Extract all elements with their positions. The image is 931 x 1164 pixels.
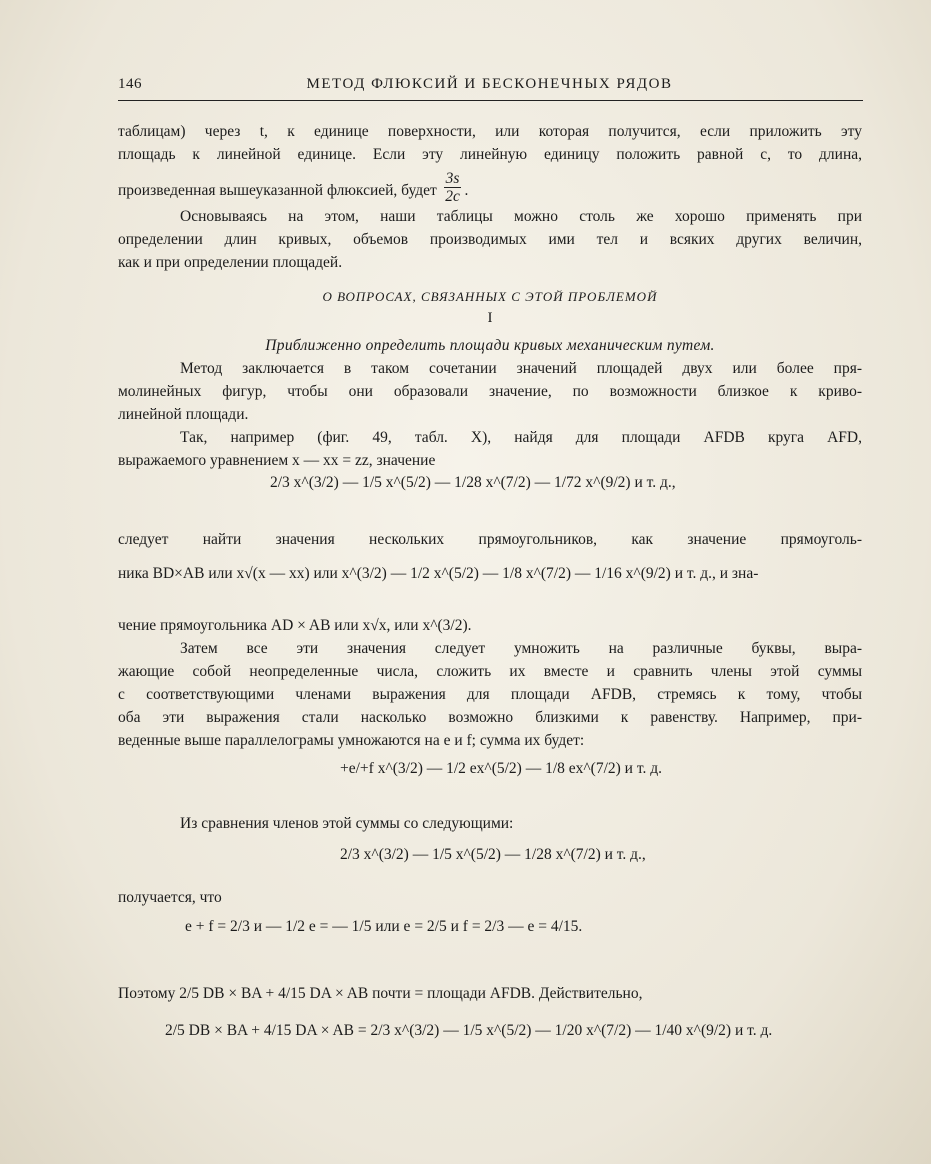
p3-line3: линейной площади. [118, 406, 249, 423]
coefficient-equations [185, 918, 582, 936]
p5-line1: следует найти значения нескольких прямоугольников, как значение прямоуголь- [118, 531, 862, 548]
p7-line: Из сравнения членов этой суммы со следующими: [180, 815, 514, 832]
section-heading: О ВОПРОСАХ, СВЯЗАННЫХ С ЭТОЙ ПРОБЛЕМОЙ [322, 289, 658, 304]
flux-fraction-den: 2c [445, 188, 460, 205]
p1-line2: площадь к линейной единице. Если эту линейную единицу положить равной c, то длина, [118, 146, 862, 163]
series-compare-text: 2/3 x^(3/2) — 1/5 x^(5/2) — 1/28 x^(7/2) и т. д., [340, 846, 646, 863]
series-area-formula [270, 474, 676, 492]
p1-line1: таблицам) через t, к единице поверхности, или которая получится, если приложить эту [118, 123, 862, 140]
final-formula [165, 1022, 772, 1040]
p8-line: получается, что [118, 889, 222, 906]
problem-number: I [487, 310, 493, 326]
sum-formula [340, 760, 662, 778]
p4-line1: Так, например (фиг. 49, табл. X), найдя для площади AFDB круга AFD, [180, 429, 862, 446]
flux-fraction [444, 170, 462, 205]
p6-line4: оба эти выражения стали насколько возможно близкими к равенству. Например, при- [118, 709, 862, 726]
running-header [118, 72, 861, 98]
series-area-text: 2/3 x^(3/2) — 1/5 x^(5/2) — 1/28 x^(7/2) — 1/72 x^(9/2) и т. д., [270, 474, 676, 491]
page-number: 146 [118, 76, 142, 92]
series-compare-formula [340, 846, 646, 864]
sum-formula-text: +e/+f x^(3/2) — 1/2 ex^(5/2) — 1/8 ex^(7/2) и т. д. [340, 760, 662, 777]
p2-line2: определении длин кривых, объемов производимых ими тел и всяких других величин, [118, 231, 862, 248]
p3-line2: молинейных фигур, чтобы они образовали значение, по возможности близкое к криво- [118, 383, 862, 400]
problem-title: Приближенно определить площади кривых механическим путем. [265, 337, 715, 354]
p4-line2: выражаемого уравнением x — xx = zz, значение [118, 452, 436, 469]
p1-line3-text: произведенная вышеуказанной флюксией, будет [118, 182, 437, 200]
running-title: МЕТОД ФЛЮКСИЙ И БЕСКОНЕЧНЫХ РЯДОВ [306, 76, 673, 92]
p2-line3: как и при определении площадей. [118, 254, 343, 271]
final-formula-text: 2/5 DB × BA + 4/15 DA × AB = 2/3 x^(3/2) — 1/5 x^(5/2) — 1/20 x^(7/2) — 1/40 x^(9/2) и т. д. [165, 1022, 773, 1039]
p9-line: Поэтому 2/5 DB × BA + 4/15 DA × AB почти = площади AFDB. Действительно, [118, 985, 643, 1002]
p2-line1: Основываясь на этом, наши таблицы можно столь же хорошо применять при [180, 208, 862, 225]
p6-line2: жающие собой неопределенные числа, сложить их вместе и сравнить члены этой суммы [118, 663, 862, 680]
p1-period: . [464, 182, 469, 200]
header-rule [118, 100, 863, 101]
p6-line1: Затем все эти значения следует умножить на различные буквы, выра- [180, 640, 862, 657]
flux-fraction-num: 3s [445, 170, 460, 187]
p6-line3: с соответствующими членами выражения для площади AFDB, стремясь к тому, чтобы [118, 686, 862, 703]
p6-line5: веденные выше параллелограмы умножаются на e и f; сумма их будет: [118, 732, 585, 749]
coefficient-equations-text: e + f = 2/3 и — 1/2 e = — 1/5 или e = 2/5 и f = 2/3 — e = 4/15. [185, 918, 583, 935]
p5-line3: чение прямоугольника AD × AB или x√x, или x^(3/2). [118, 617, 472, 634]
p5-line2: ника BD×AB или x√(x — xx) или x^(3/2) — 1/2 x^(5/2) — 1/8 x^(7/2) — 1/16 x^(9/2) и т. д., и зна- [118, 565, 759, 582]
p1-line3 [118, 166, 862, 205]
p3-line1: Метод заключается в таком сочетании значений площадей двух или более пря- [180, 360, 862, 377]
